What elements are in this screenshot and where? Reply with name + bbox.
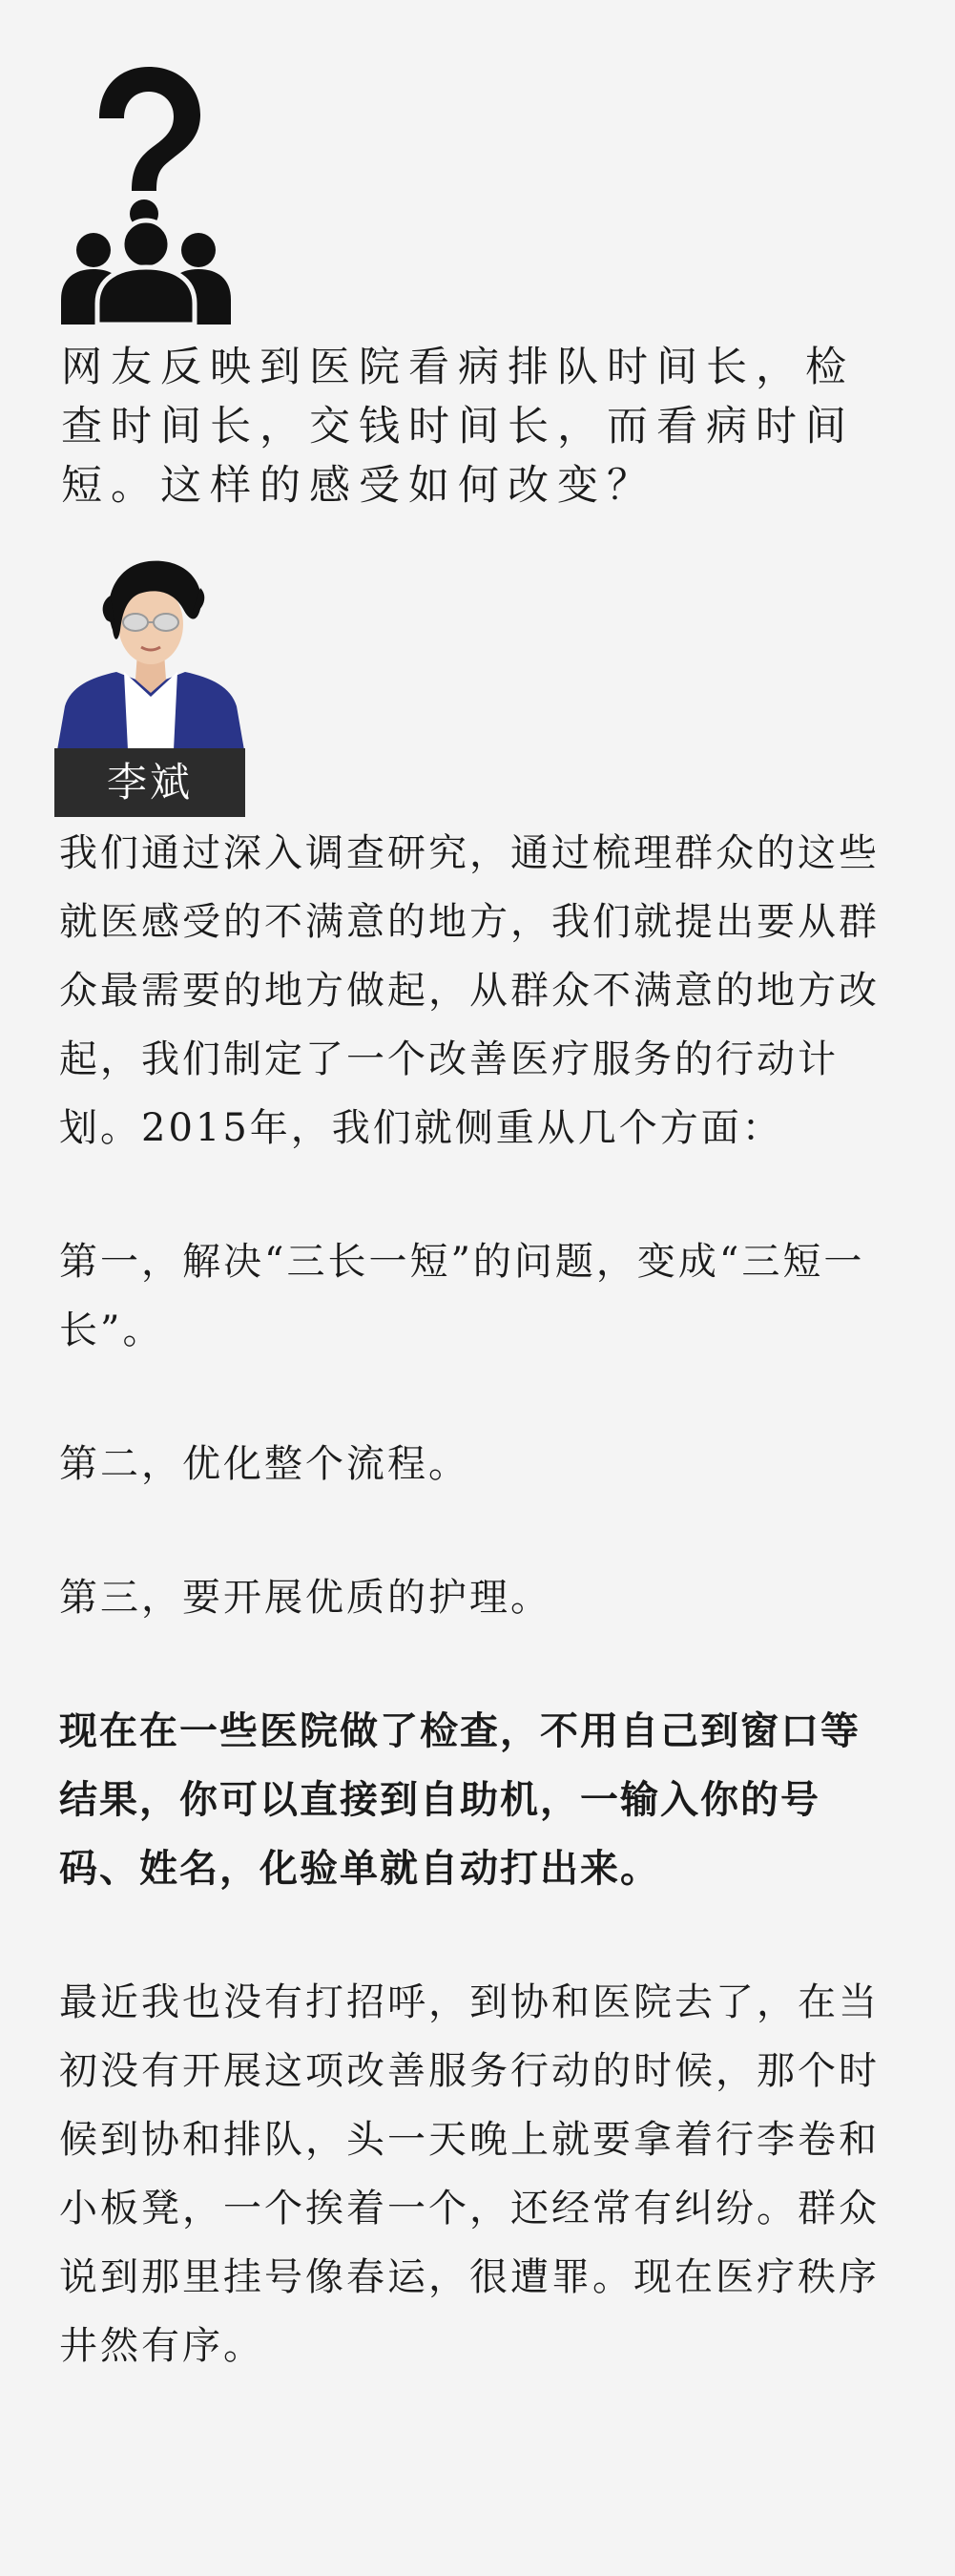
question-text: 网友反映到医院看病排队时间长，检查时间长，交钱时间长，而看病时间短。这样的感受如何改变？ bbox=[61, 344, 855, 510]
answer-paragraph: 第三，要开展优质的护理。 bbox=[59, 1576, 551, 1620]
speaker-avatar bbox=[57, 554, 244, 750]
speaker-name-tag: 李斌 bbox=[54, 748, 245, 817]
answer-paragraph: 第二，优化整个流程。 bbox=[59, 1442, 469, 1486]
question-people-icon bbox=[61, 63, 231, 325]
answer-paragraph: 第一，解决“三长一短”的问题，变成“三短一长”。 bbox=[59, 1240, 865, 1352]
answer-paragraph: 最近我也没有打招呼，到协和医院去了，在当初没有开展这项改善服务行动的时候，那个时候到协和排队，头一天晚上就要拿着行李卷和小板凳，一个挨着一个，还经常有纠纷。群众说到那里挂号像春运，很遭罪。现在医疗秩序井然有序。 bbox=[59, 1980, 880, 2368]
answer-paragraph-bold: 现在在一些医院做了检查，不用自己到窗口等结果，你可以直接到自助机，一输入你的号码、姓名，化验单就自动打出来。 bbox=[59, 1709, 861, 1891]
answer-paragraph: 我们通过深入调查研究，通过梳理群众的这些就医感受的不满意的地方，我们就提出要从群众最需要的地方做起，从群众不满意的地方改起，我们制定了一个改善医疗服务的行动计划。2015年，我们就侧重从几个方面： bbox=[59, 831, 880, 1150]
answer-body bbox=[59, 819, 899, 2445]
